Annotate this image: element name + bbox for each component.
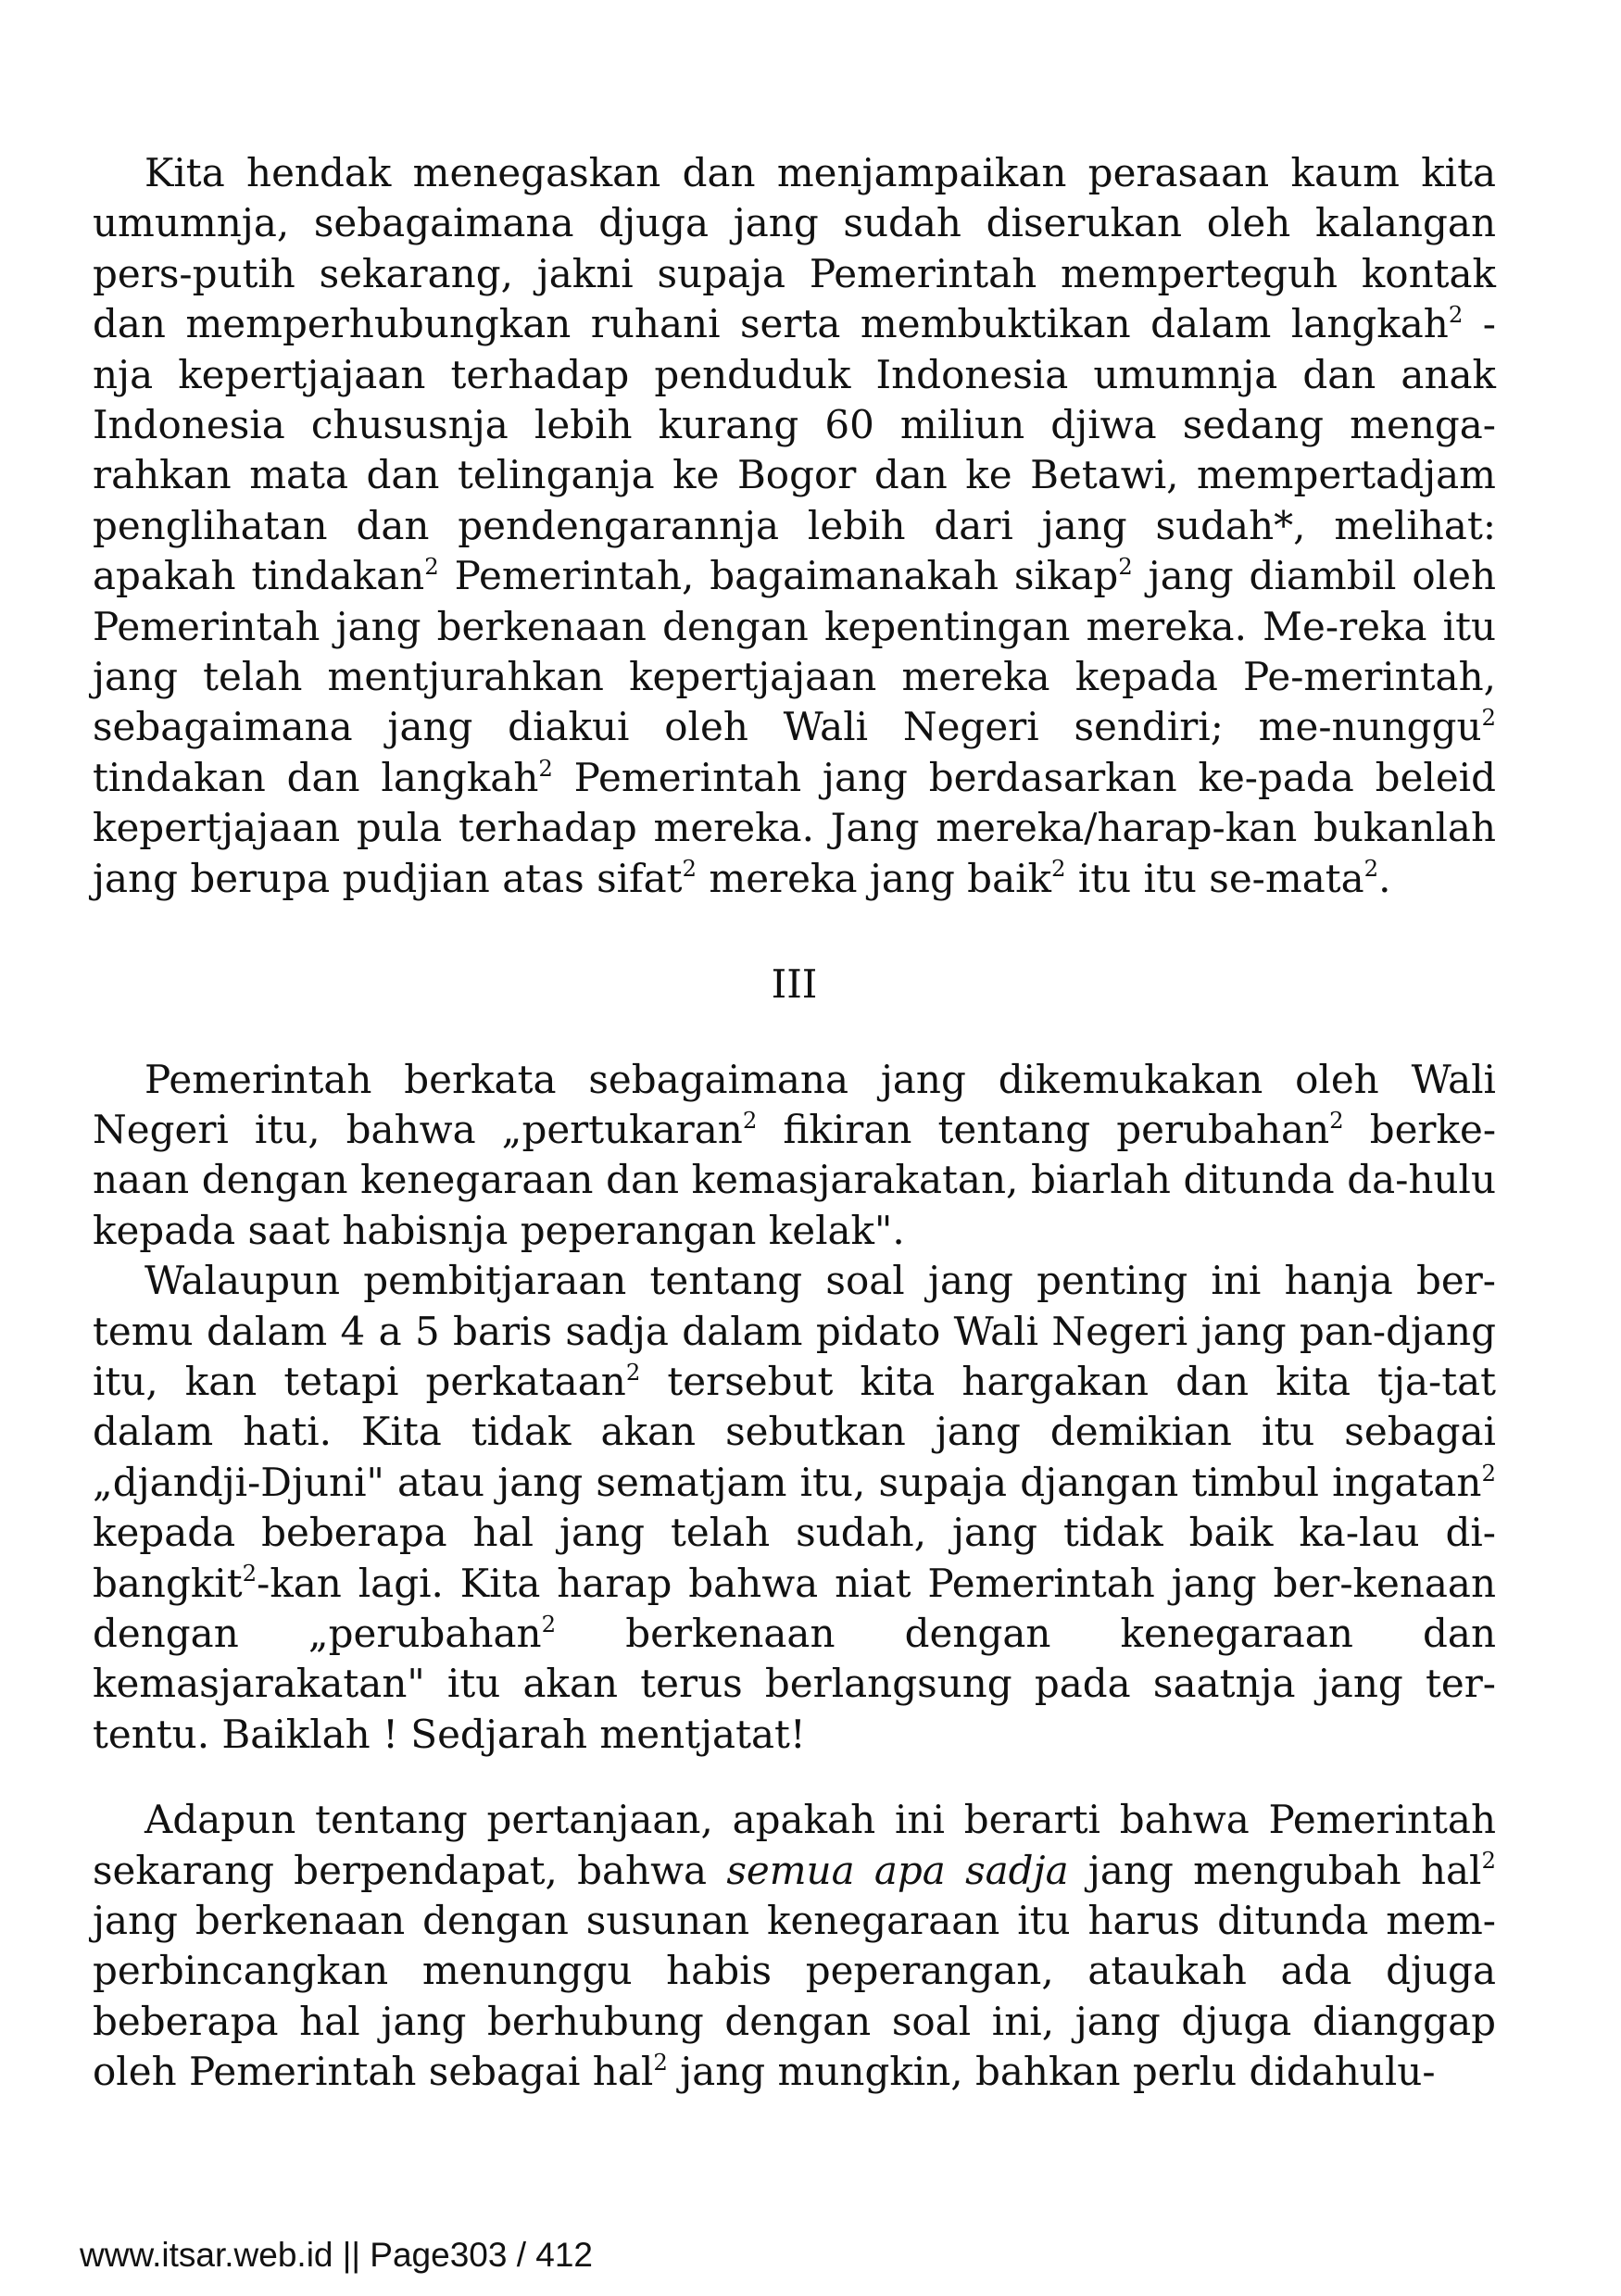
text-run: jang diambil oleh Pemerintah jang berkenaan dengan kepentingan mereka. Me-reka itu jang telah mentjurahkan kepertjajaan mereka kepada Pe-merintah, sebagaimana jang diakui oleh Wali Negeri sendiri; me-nunggu xyxy=(93,553,1496,750)
text-run: jang mungkin, bahkan perlu didahulu- xyxy=(667,2049,1436,2095)
text-run: mereka jang baik xyxy=(697,855,1051,901)
repetition-mark: 2 xyxy=(1448,301,1464,329)
repetition-mark: 2 xyxy=(653,2049,668,2076)
text-run: itu itu se-mata xyxy=(1065,855,1364,901)
paragraph-2 xyxy=(93,1055,1496,1257)
repetition-mark: 2 xyxy=(242,1560,258,1587)
text-run: jang mengubah hal xyxy=(1068,1847,1482,1893)
text-run: Adapun tentang pertanjaan, apakah ini berarti bahwa Pemerintah sekarang berpendapat, bahwa xyxy=(93,1797,1496,1893)
repetition-mark: 2 xyxy=(1329,1106,1344,1134)
text-run: berkenaan dengan kenegaraan dan kemasjarakatan" itu akan terus berlangsung pada saatnja jang ter-tentu. Baiklah ! Sedjarah mentjatat! xyxy=(93,1610,1496,1757)
repetition-mark: 2 xyxy=(625,1358,641,1386)
repetition-mark: 2 xyxy=(538,754,553,782)
text-run: Pemerintah, bagaimanakah sikap xyxy=(438,553,1119,599)
footer-site-link[interactable]: www.itsar.web.id xyxy=(80,2236,333,2274)
repetition-mark: 2 xyxy=(1481,1459,1496,1487)
footer-page-number: Page303 / 412 xyxy=(370,2236,594,2274)
repetition-mark: 2 xyxy=(424,553,439,581)
text-run: Pemerintah berkata sebagaimana jang dikemukakan oleh Wali Negeri itu, bahwa „pertukaran xyxy=(93,1056,1496,1152)
text-run: -nja kepertjajaan terhadap penduduk Indonesia umumnja dan anak Indonesia chususnja lebih kurang 60 miliun djiwa sedang menga-rahkan mata dan telinganja ke Bogor dan ke Betawi, mempertadjam penglihatan dan pendengarannja lebih dari jang sudah*, melihat: apakah tindakan xyxy=(93,301,1496,599)
document-body xyxy=(93,148,1496,2098)
paragraph-3 xyxy=(93,1256,1496,1760)
page-footer xyxy=(80,2236,593,2275)
repetition-mark: 2 xyxy=(541,1610,557,1637)
repetition-mark: 2 xyxy=(742,1106,758,1134)
text-run: tindakan dan langkah xyxy=(93,754,539,800)
repetition-mark: 2 xyxy=(682,855,697,883)
text-run: fikiran tentang perubahan xyxy=(757,1106,1330,1152)
text-run: . xyxy=(1378,855,1391,901)
paragraph-4 xyxy=(93,1795,1496,2097)
text-run: Kita hendak menegaskan dan menjampaikan perasaan kaum kita umumnja, sebagaimana djuga jang sudah diserukan oleh kalangan pers-putih sekarang, jakni supaja Pemerintah memperteguh kontak dan memperhubungkan ruhani serta membuktikan dalam langkah xyxy=(93,150,1496,347)
text-run: jang berkenaan dengan susunan kenegaraan itu harus ditunda mem-perbincangkan menunggu habis peperangan, ataukah ada djuga beberapa hal jang berhubung dengan soal ini, jang djuga dianggap oleh Pemerintah sebagai hal xyxy=(93,1898,1496,2095)
text-run: berke-naan dengan kenegaraan dan kemasjarakatan, biarlah ditunda da-hulu kepada saat habisnja peperangan kelak". xyxy=(93,1106,1497,1253)
text-run: -kan lagi. Kita harap bahwa niat Pemerintah jang ber-kenaan dengan „perubahan xyxy=(93,1560,1496,1656)
text-run: tersebut kita hargakan dan kita tja-tat dalam hati. Kita tidak akan sebutkan jang demikian itu sebagai „djandji-Djuni" atau jang sematjam itu, supaja djangan timbul ingatan xyxy=(93,1358,1497,1505)
repetition-mark: 2 xyxy=(1481,1847,1496,1875)
text-run: Walaupun pembitjaraan tentang soal jang penting ini hanja ber-temu dalam 4 a 5 baris sadja dalam pidato Wali Negeri jang pan-djang itu, kan tetapi perkataan xyxy=(93,1258,1496,1404)
paragraph-1 xyxy=(93,148,1496,904)
repetition-mark: 2 xyxy=(1481,704,1496,732)
repetition-mark: 2 xyxy=(1363,855,1379,883)
text-run: Pemerintah jang berdasarkan ke-pada beleid kepertjajaan pula terhadap mereka. Jang mereka/harap-kan bukanlah jang berupa pudjian atas sifat xyxy=(93,754,1497,901)
repetition-mark: 2 xyxy=(1051,855,1066,883)
footer-separator: || xyxy=(333,2236,371,2274)
repetition-mark: 2 xyxy=(1118,553,1133,581)
text-run: kepada beberapa hal jang telah sudah, jang tidak baik ka-lau di-bangkit xyxy=(93,1510,1496,1606)
italic-phrase: semua apa sadja xyxy=(726,1847,1069,1893)
section-heading: III xyxy=(771,961,818,1008)
